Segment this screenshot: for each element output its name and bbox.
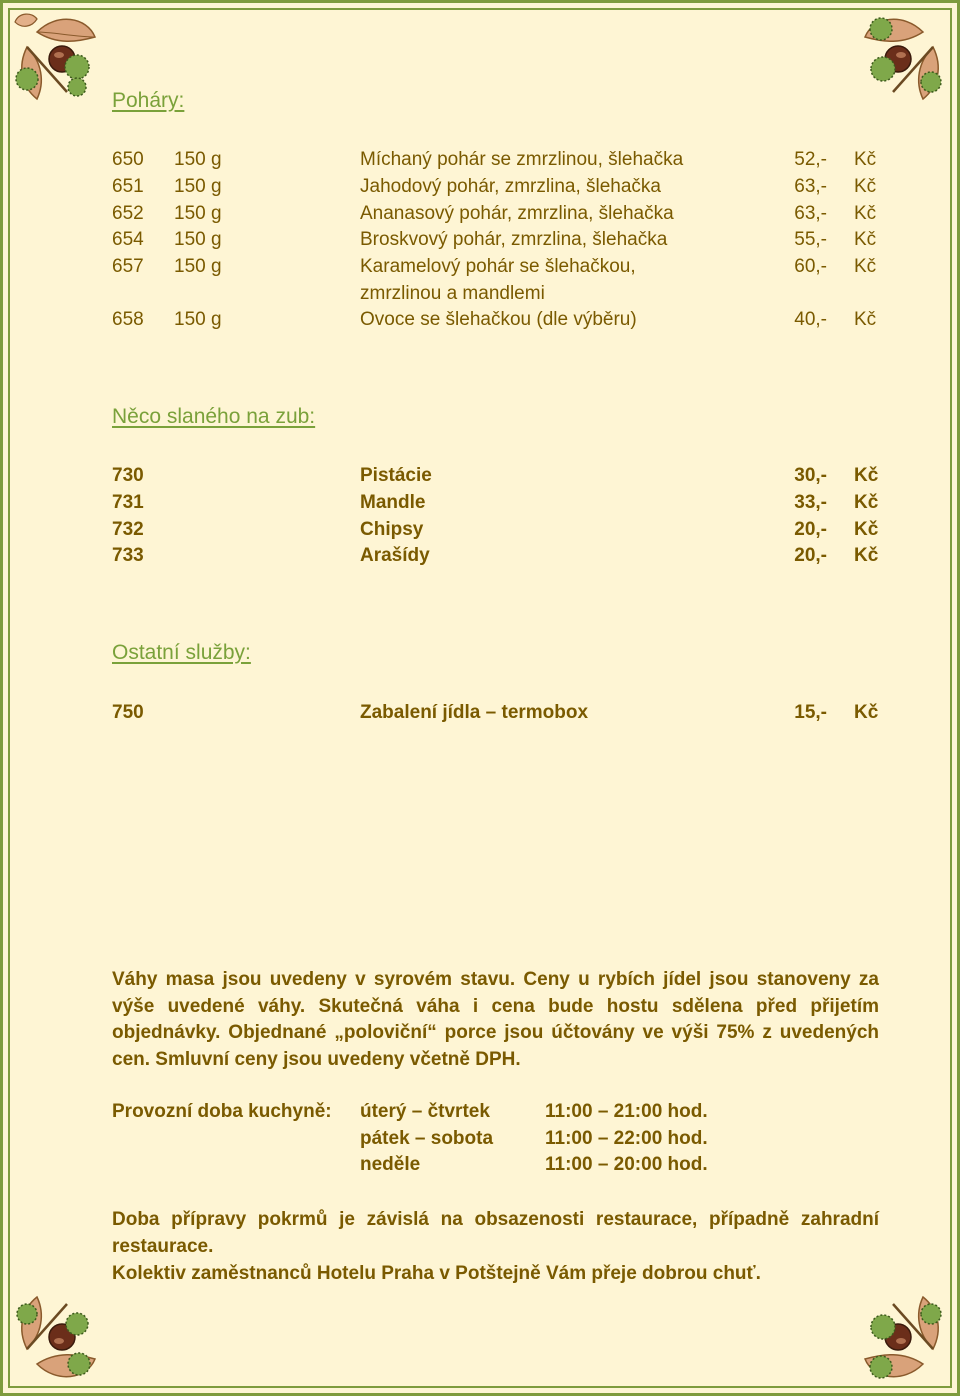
menu-item-row [3, 229, 960, 255]
item-currency: Kč [854, 519, 879, 540]
menu-item-row [3, 545, 960, 571]
greeting: Kolektiv zaměstnanců Hotelu Praha v Potštejně Vám přeje dobrou chuť. [112, 1263, 761, 1284]
menu-item-row [3, 176, 960, 202]
item-price: 60,- [794, 256, 827, 277]
item-name: Míchaný pohár se zmrzlinou, šlehačka [360, 149, 684, 170]
item-currency: Kč [854, 465, 879, 486]
item-weight: 150 g [174, 309, 222, 330]
item-price: 63,- [794, 203, 827, 224]
item-name: Jahodový pohár, zmrzlina, šlehačka [360, 176, 661, 197]
section-title-pohary: Poháry: [112, 89, 185, 112]
item-weight: 150 g [174, 176, 222, 197]
item-number: 654 [112, 229, 144, 250]
item-name: Ananasový pohár, zmrzlina, šlehačka [360, 203, 674, 224]
item-name: Ovoce se šlehačkou (dle výběru) [360, 309, 637, 330]
item-name: Arašídy [360, 545, 430, 566]
chestnut-leaf-icon [7, 7, 107, 107]
item-price: 33,- [794, 492, 827, 513]
hours-days: neděle [360, 1154, 421, 1175]
item-currency: Kč [854, 203, 877, 224]
menu-item-row-continuation [3, 283, 960, 309]
item-price: 30,- [794, 465, 827, 486]
hours-time: 11:00 – 22:00 hod. [545, 1128, 708, 1149]
item-number: 652 [112, 203, 144, 224]
menu-item-row [3, 149, 960, 175]
menu-item-row [3, 492, 960, 518]
hours-row [3, 1154, 960, 1180]
item-price: 63,- [794, 176, 827, 197]
item-price: 15,- [794, 702, 827, 723]
item-weight: 150 g [174, 203, 222, 224]
item-currency: Kč [854, 176, 877, 197]
item-name: Zabalení jídla – termobox [360, 702, 589, 723]
item-weight: 150 g [174, 256, 222, 277]
item-number: 750 [112, 702, 144, 723]
item-name: Chipsy [360, 519, 424, 540]
menu-item-row [3, 256, 960, 282]
hours-time: 11:00 – 21:00 hod. [545, 1101, 708, 1122]
item-number: 732 [112, 519, 144, 540]
item-price: 40,- [794, 309, 827, 330]
item-price: 20,- [794, 545, 827, 566]
menu-item-row [3, 465, 960, 491]
item-name: Karamelový pohár se šlehačkou, [360, 256, 636, 277]
item-currency: Kč [854, 702, 879, 723]
item-currency: Kč [854, 545, 879, 566]
section-title-slane: Něco slaného na zub: [112, 405, 316, 428]
item-number: 651 [112, 176, 144, 197]
chestnut-leaf-icon [853, 7, 953, 107]
preparation-note: Doba přípravy pokrmů je závislá na obsazenosti restaurace, případně zahradní restaurace. [112, 1209, 879, 1257]
item-currency: Kč [854, 256, 877, 277]
menu-item-row [3, 309, 960, 335]
item-number: 657 [112, 256, 144, 277]
item-name: Pistácie [360, 465, 432, 486]
item-currency: Kč [854, 149, 877, 170]
hours-row [3, 1101, 960, 1127]
item-weight: 150 g [174, 229, 222, 250]
item-currency: Kč [854, 309, 877, 330]
hours-label: Provozní doba kuchyně: [112, 1101, 332, 1122]
item-name: Broskvový pohár, zmrzlina, šlehačka [360, 229, 668, 250]
hours-row [3, 1128, 960, 1154]
chestnut-leaf-icon [7, 1289, 107, 1389]
menu-item-row [3, 519, 960, 545]
menu-item-row [3, 203, 960, 229]
item-name: zmrzlinou a mandlemi [360, 283, 545, 304]
section-title-sluzby: Ostatní služby: [112, 641, 251, 664]
hours-days: pátek – sobota [360, 1128, 494, 1149]
weights-note: Váhy masa jsou uvedeny v syrovém stavu. Ceny u rybích jídel jsou stanoveny za výše uvedené váhy. Skutečná váha i cena bude hostu sdělena před přijetím objednávky. Objednané „poloviční“ porce jsou účtovány ve výši 75% z uvedených cen. Smluvní ceny jsou uvedeny včetně DPH. [112, 969, 879, 1071]
item-number: 658 [112, 309, 144, 330]
hours-time: 11:00 – 20:00 hod. [545, 1154, 708, 1175]
item-number: 731 [112, 492, 144, 513]
item-number: 730 [112, 465, 144, 486]
menu-item-row [3, 702, 960, 728]
item-currency: Kč [854, 492, 879, 513]
item-number: 733 [112, 545, 144, 566]
item-name: Mandle [360, 492, 426, 513]
item-price: 20,- [794, 519, 827, 540]
item-currency: Kč [854, 229, 877, 250]
hours-days: úterý – čtvrtek [360, 1101, 490, 1122]
item-price: 55,- [794, 229, 827, 250]
item-weight: 150 g [174, 149, 222, 170]
item-price: 52,- [794, 149, 827, 170]
item-number: 650 [112, 149, 144, 170]
chestnut-leaf-icon [853, 1289, 953, 1389]
